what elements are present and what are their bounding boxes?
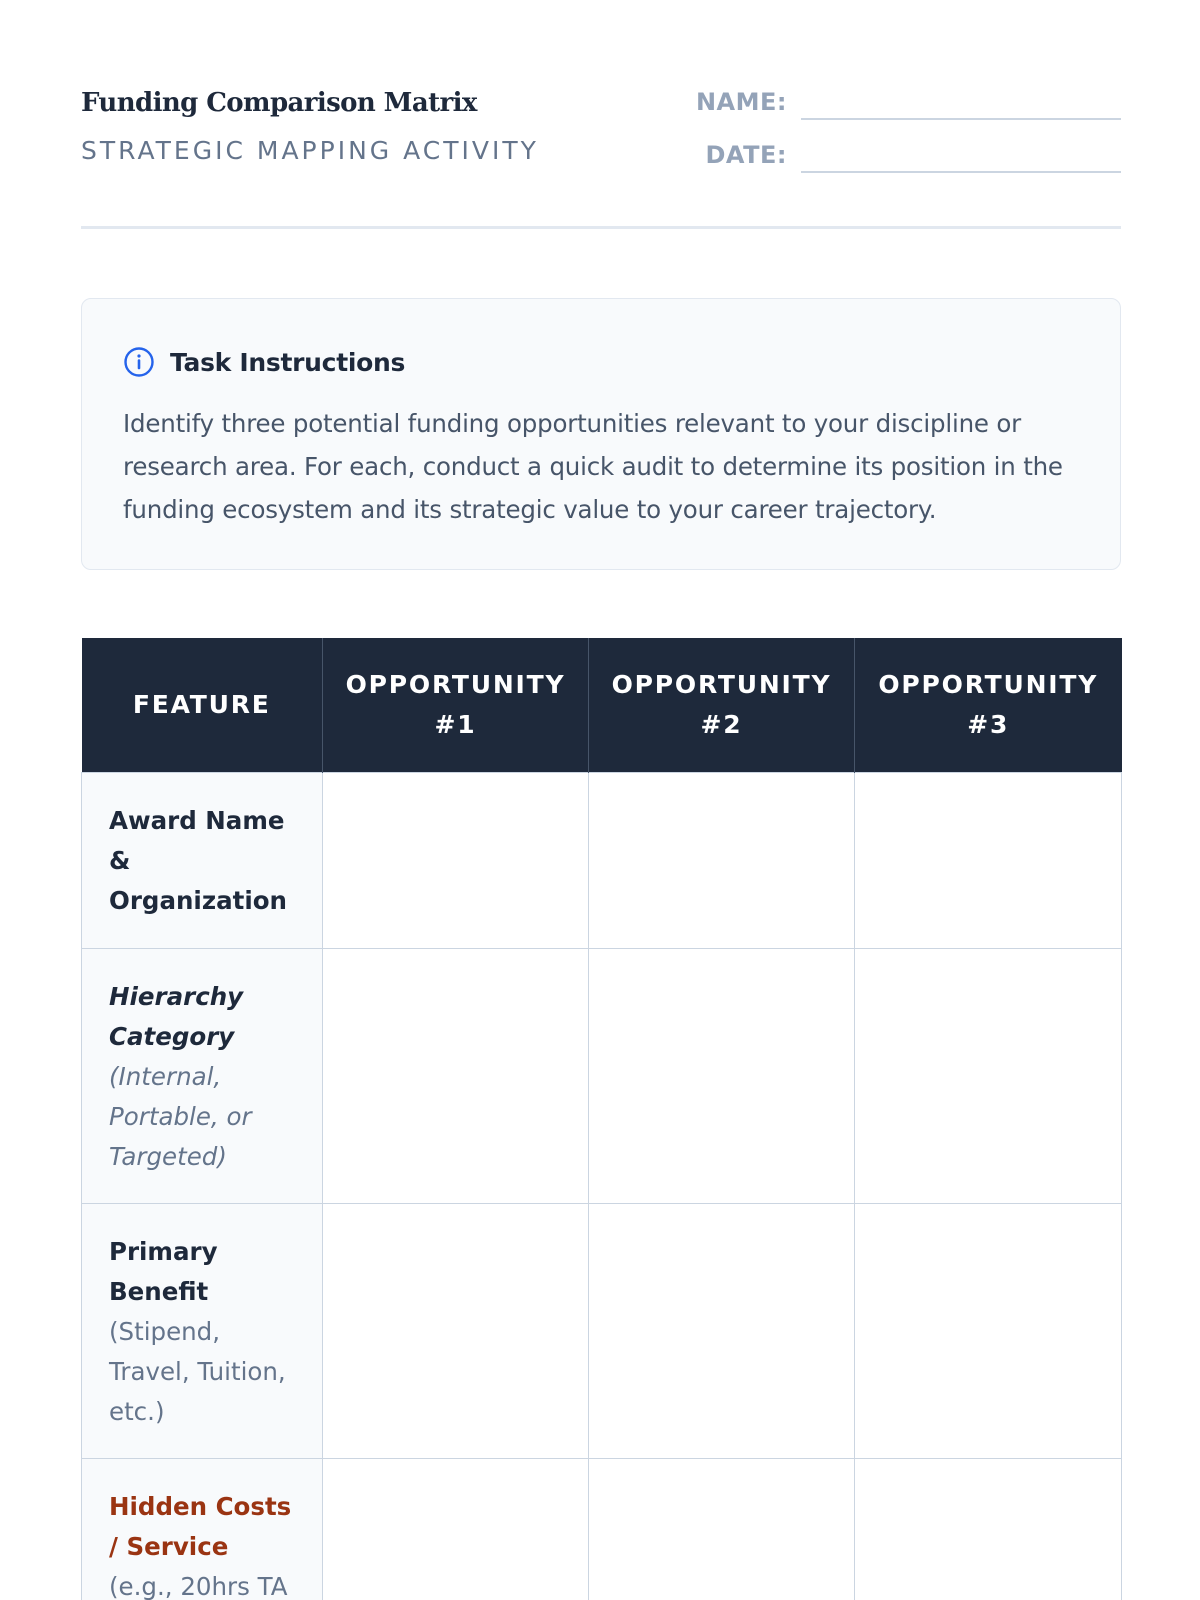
page-subtitle: STRATEGIC MAPPING ACTIVITY bbox=[81, 136, 539, 165]
opportunity-3-cell[interactable] bbox=[855, 1203, 1122, 1458]
opportunity-2-cell[interactable] bbox=[589, 1203, 855, 1458]
name-label: NAME: bbox=[695, 88, 787, 116]
opportunity-2-cell[interactable] bbox=[589, 772, 855, 948]
info-icon bbox=[123, 346, 155, 378]
header-divider bbox=[81, 226, 1121, 229]
header-opportunity-1: OPPORTUNITY #1 bbox=[323, 638, 589, 772]
feature-cell bbox=[82, 948, 323, 1203]
opportunity-3-cell[interactable] bbox=[855, 948, 1122, 1203]
feature-name: Hidden Costs / Service bbox=[109, 1491, 292, 1561]
name-field[interactable] bbox=[681, 80, 1121, 120]
opportunity-2-cell[interactable] bbox=[589, 948, 855, 1203]
name-input-line[interactable] bbox=[801, 118, 1121, 120]
comparison-matrix bbox=[81, 638, 1122, 1600]
opportunity-2-cell[interactable] bbox=[589, 1458, 855, 1600]
feature-description: (Internal, Portable, or Targeted) bbox=[109, 1061, 252, 1171]
opportunity-1-cell[interactable] bbox=[323, 948, 589, 1203]
matrix-header-row bbox=[82, 638, 1122, 772]
header-feature: FEATURE bbox=[82, 638, 323, 772]
header-opportunity-2: OPPORTUNITY #2 bbox=[589, 638, 855, 772]
feature-cell bbox=[82, 1458, 323, 1600]
table-row bbox=[82, 772, 1122, 948]
feature-name: Award Name & Organization bbox=[109, 805, 287, 915]
table-row bbox=[82, 1458, 1122, 1600]
date-field[interactable] bbox=[681, 133, 1121, 173]
page-title: Funding Comparison Matrix bbox=[81, 88, 477, 118]
instructions-body: Identify three potential funding opportunities relevant to your discipline or research area. For each, conduct a quick audit to determine its position in the funding ecosystem and its strategic value to your career trajectory. bbox=[123, 409, 1063, 524]
opportunity-3-cell[interactable] bbox=[855, 1458, 1122, 1600]
worksheet-page bbox=[81, 0, 1121, 1600]
header-opportunity-3: OPPORTUNITY #3 bbox=[855, 638, 1122, 772]
instructions-title: Task Instructions bbox=[170, 347, 406, 377]
opportunity-1-cell[interactable] bbox=[323, 772, 589, 948]
opportunity-1-cell[interactable] bbox=[323, 1458, 589, 1600]
feature-cell bbox=[82, 1203, 323, 1458]
date-input-line[interactable] bbox=[801, 171, 1121, 173]
table-row bbox=[82, 1203, 1122, 1458]
feature-name: Primary Benefit bbox=[109, 1236, 218, 1306]
instructions-heading bbox=[123, 345, 405, 379]
date-label: DATE: bbox=[705, 141, 787, 169]
opportunity-3-cell[interactable] bbox=[855, 772, 1122, 948]
feature-cell bbox=[82, 772, 323, 948]
feature-description: (e.g., 20hrs TA bbox=[109, 1571, 288, 1600]
opportunity-1-cell[interactable] bbox=[323, 1203, 589, 1458]
table-row bbox=[82, 948, 1122, 1203]
worksheet-header bbox=[81, 0, 1121, 240]
feature-name: Hierarchy Category bbox=[109, 981, 244, 1051]
instructions-card bbox=[81, 298, 1121, 570]
feature-description: (Stipend, Travel, Tuition, etc.) bbox=[109, 1316, 286, 1426]
